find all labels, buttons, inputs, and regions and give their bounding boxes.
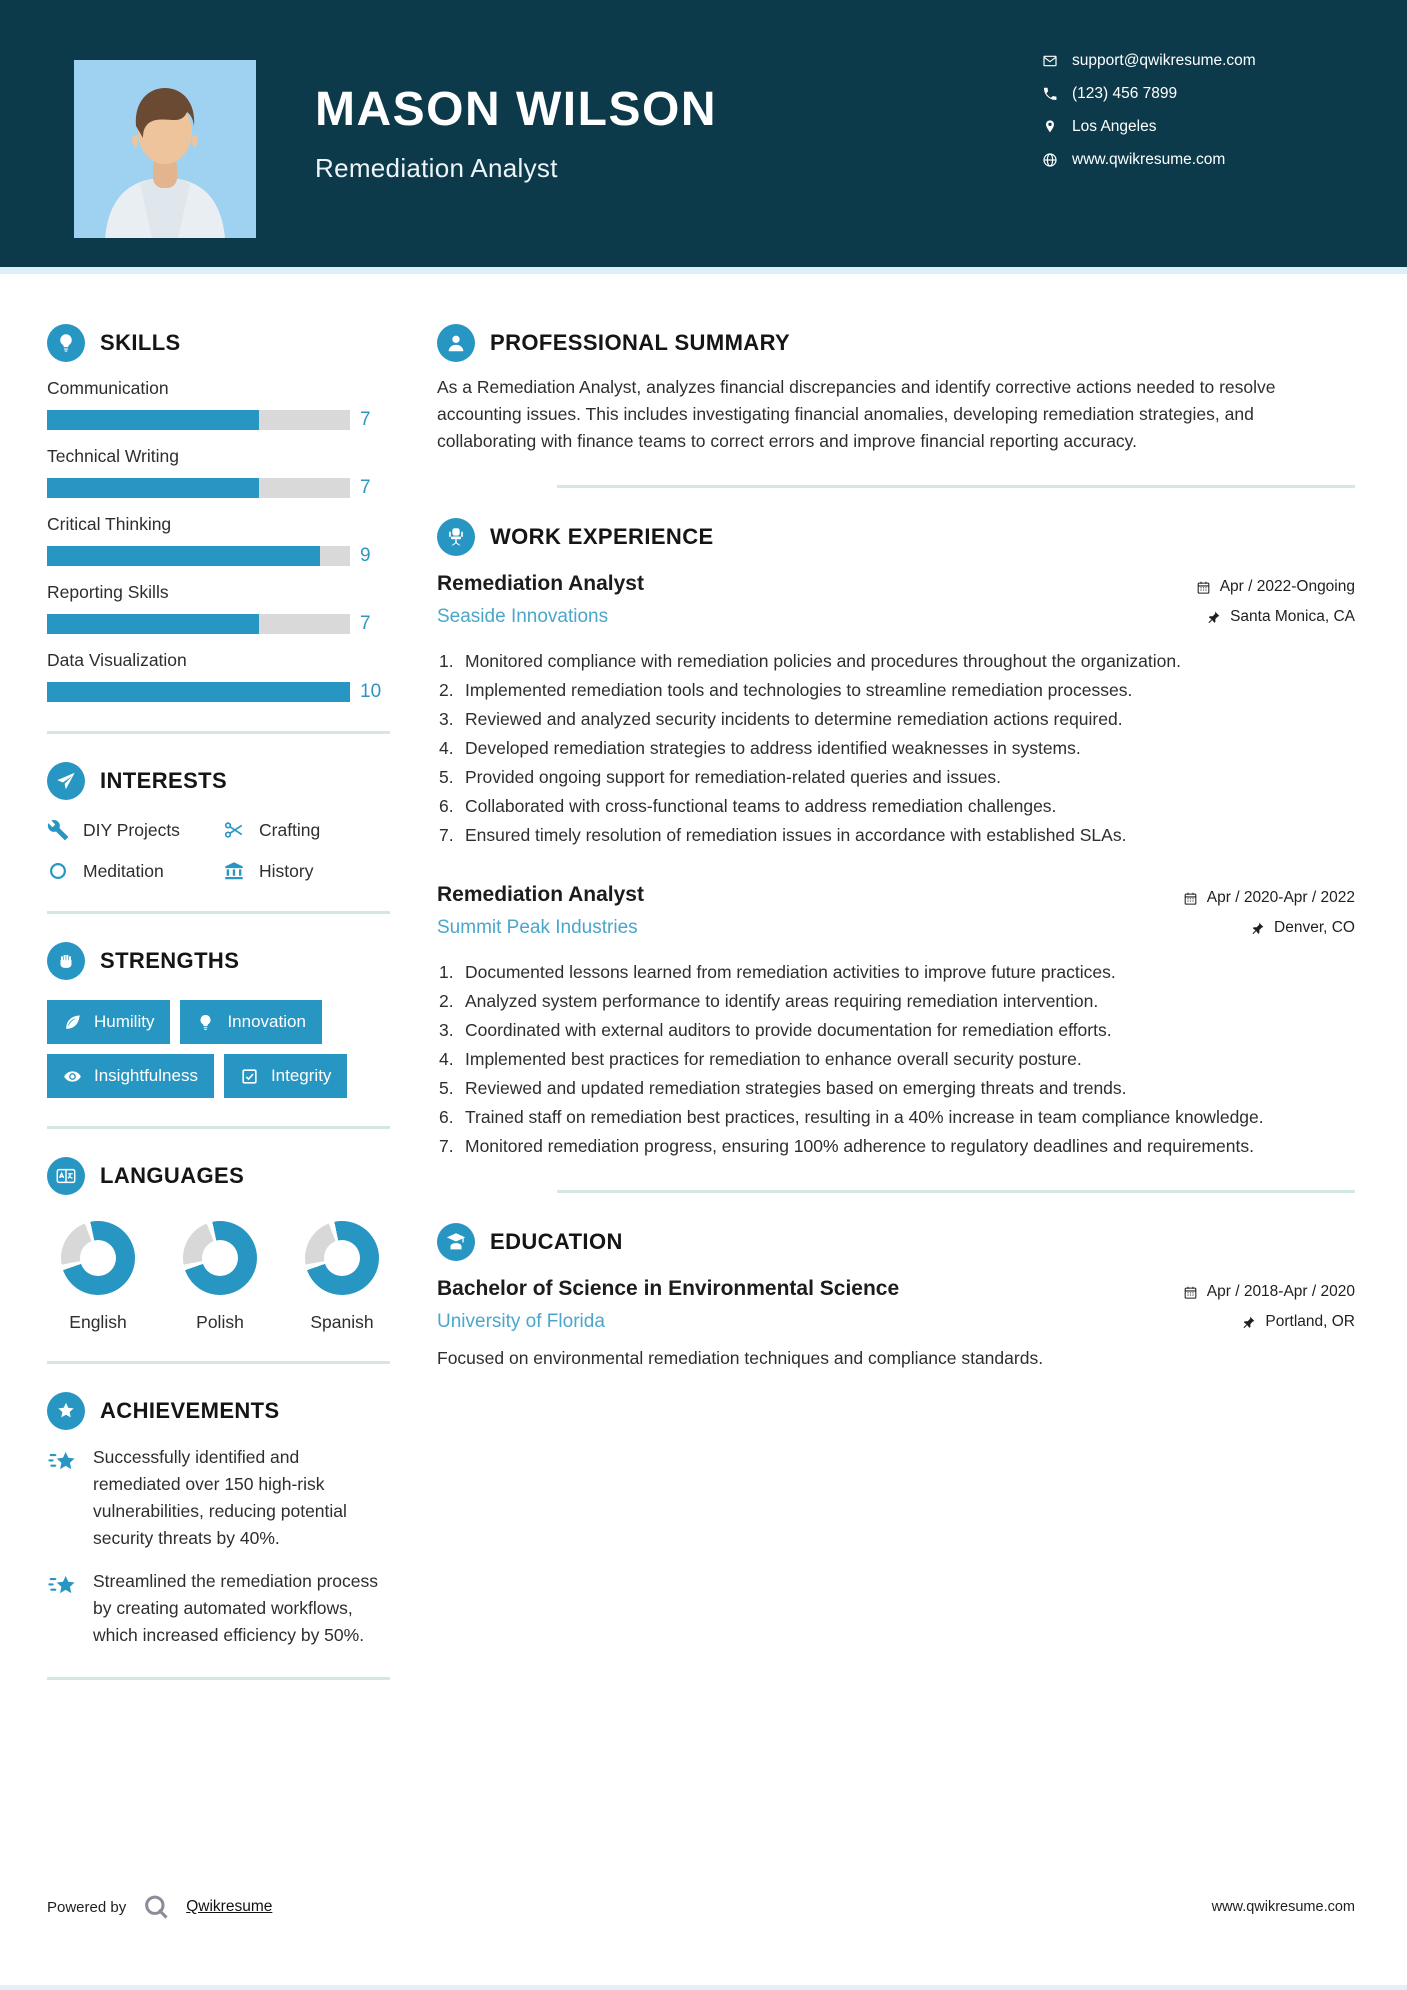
interest-item — [47, 818, 223, 842]
summary-section-head — [437, 324, 1355, 362]
skill-value: 10 — [360, 681, 382, 702]
education-location: Portland, OR — [1265, 1313, 1355, 1330]
skill-bar-fill — [47, 682, 350, 702]
museum-icon — [223, 859, 247, 883]
calendar-icon — [1196, 579, 1212, 595]
divider — [47, 911, 390, 914]
footer-website: www.qwikresume.com — [1211, 1899, 1355, 1915]
job-title: Remediation Analyst — [437, 572, 644, 595]
interests-section-head — [47, 762, 390, 800]
job-bullet: Implemented best practices for remediation to enhance overall security posture. — [465, 1049, 1082, 1069]
chair-icon — [437, 518, 475, 556]
language-donut-chart — [61, 1221, 135, 1295]
interest-label: Meditation — [83, 860, 164, 881]
strengths-title: STRENGTHS — [100, 948, 240, 973]
powered-by-label: Powered by — [47, 1898, 127, 1916]
interest-item — [223, 818, 390, 842]
jobs-list — [437, 572, 1355, 1160]
achievements-list — [47, 1444, 390, 1649]
skill-label: Reporting Skills — [47, 582, 169, 602]
pin-icon — [1042, 118, 1060, 136]
skills-title: SKILLS — [100, 330, 181, 355]
divider — [557, 485, 1355, 488]
language-item — [183, 1221, 257, 1333]
job-location: Santa Monica, CA — [1230, 608, 1355, 625]
divider — [47, 1361, 390, 1364]
skill-bar-track — [47, 614, 350, 634]
strength-badge — [47, 1054, 214, 1098]
strength-label: Insightfulness — [94, 1066, 198, 1085]
language-label: Polish — [196, 1312, 244, 1332]
profile-photo — [74, 60, 256, 238]
job-bullet: Collaborated with cross-functional teams to address remediation challenges. — [465, 796, 1057, 816]
brand-link[interactable]: Qwikresume — [186, 1898, 273, 1915]
contact-text: support@qwikresume.com — [1072, 51, 1256, 69]
language-label: Spanish — [310, 1312, 374, 1332]
job-bullet: Developed remediation strategies to address identified weaknesses in systems. — [465, 738, 1081, 758]
globe-icon — [1042, 151, 1060, 169]
skill-item — [47, 582, 390, 635]
skill-bar-track — [47, 546, 350, 566]
content — [0, 274, 1407, 1708]
star-icon — [47, 1392, 85, 1430]
pushpin-icon — [1241, 1314, 1257, 1330]
header — [0, 0, 1407, 274]
wrench-icon — [47, 818, 71, 842]
strengths-section-head — [47, 942, 390, 980]
degree-title: Bachelor of Science in Environmental Science — [437, 1277, 900, 1300]
job-bullet: Reviewed and updated remediation strategies based on emerging threats and trends. — [465, 1078, 1127, 1098]
language-donut-chart — [305, 1221, 379, 1295]
strength-badge — [224, 1054, 347, 1098]
strengths-list — [47, 1000, 390, 1098]
job-entry — [437, 883, 1355, 1160]
skill-item — [47, 378, 390, 431]
achievements-title: ACHIEVEMENTS — [100, 1398, 280, 1423]
bulb-icon — [47, 324, 85, 362]
achievements-section-head — [47, 1392, 390, 1430]
skill-label: Technical Writing — [47, 446, 179, 466]
graduate-icon — [437, 1223, 475, 1261]
skill-bar-fill — [47, 614, 259, 634]
skill-bar-track — [47, 410, 350, 430]
leaf-icon — [63, 1012, 83, 1032]
interest-label: DIY Projects — [83, 819, 180, 840]
skill-value: 7 — [360, 477, 371, 498]
paper-plane-icon — [47, 762, 85, 800]
interest-label: Crafting — [259, 819, 321, 840]
interests-list — [47, 818, 390, 883]
skills-list — [47, 378, 390, 703]
main-column — [437, 324, 1355, 1708]
job-bullet: Monitored remediation progress, ensuring 100% adherence to regulatory deadlines and requirements. — [465, 1136, 1254, 1156]
envelope-icon — [1042, 52, 1060, 70]
interests-title: INTERESTS — [100, 768, 228, 793]
job-bullet: Documented lessons learned from remediation activities to improve future practices. — [465, 962, 1116, 982]
job-bullet: Implemented remediation tools and technologies to streamline remediation processes. — [465, 680, 1133, 700]
languages-section-head — [47, 1157, 390, 1195]
job-entry — [437, 572, 1355, 849]
job-date: Apr / 2020-Apr / 2022 — [1206, 889, 1355, 906]
skill-label: Data Visualization — [47, 650, 187, 670]
shooting-star-icon — [47, 1568, 83, 1649]
company-name: Seaside Innovations — [437, 606, 609, 627]
footer — [47, 1892, 1355, 1922]
language-donut-chart — [183, 1221, 257, 1295]
bulb-icon — [196, 1012, 216, 1032]
job-title: Remediation Analyst — [437, 883, 644, 906]
pushpin-icon — [1206, 609, 1222, 625]
scissors-icon — [223, 818, 247, 842]
experience-title: WORK EXPERIENCE — [490, 524, 714, 549]
education-entry — [437, 1277, 1355, 1372]
contact-row — [1042, 77, 1256, 110]
job-bullet: Monitored compliance with remediation policies and procedures throughout the organization. — [465, 651, 1181, 671]
contact-list — [1042, 44, 1256, 176]
job-bullet: Provided ongoing support for remediation-related queries and issues. — [465, 767, 1002, 787]
interest-item — [47, 859, 223, 883]
skill-value: 7 — [360, 409, 371, 430]
strength-label: Humility — [94, 1012, 155, 1031]
job-location: Denver, CO — [1274, 919, 1355, 936]
contact-text: www.qwikresume.com — [1072, 150, 1226, 168]
person-name: MASON WILSON — [315, 83, 717, 136]
language-item — [61, 1221, 135, 1333]
job-date: Apr / 2022-Ongoing — [1219, 578, 1355, 595]
skills-section-head — [47, 324, 390, 362]
interest-item — [223, 859, 390, 883]
sidebar — [47, 324, 390, 1708]
skill-label: Communication — [47, 378, 169, 398]
shooting-star-icon — [47, 1444, 83, 1552]
interest-label: History — [259, 860, 314, 881]
divider — [557, 1190, 1355, 1193]
job-bullet: Coordinated with external auditors to provide documentation for remediation efforts. — [465, 1020, 1112, 1040]
skill-value: 9 — [360, 545, 371, 566]
job-bullets — [437, 959, 1355, 1160]
pushpin-icon — [1250, 920, 1266, 936]
eye-icon — [63, 1066, 83, 1086]
job-bullets — [437, 648, 1355, 849]
profile-photo-illustration — [74, 60, 256, 238]
summary-text: As a Remediation Analyst, analyzes financial discrepancies and identify corrective actions needed to resolve accounting issues. This includes investigating financial anomalies, developing remediation strategies, and collaborating with finance teams to correct errors and improve financial reporting accuracy. — [437, 377, 1276, 451]
education-date: Apr / 2018-Apr / 2020 — [1206, 1283, 1355, 1300]
achievement-item — [47, 1568, 390, 1649]
job-bullet: Analyzed system performance to identify areas requiring remediation intervention. — [465, 991, 1099, 1011]
education-description: Focused on environmental remediation techniques and compliance standards. — [437, 1348, 1044, 1368]
summary-title: PROFESSIONAL SUMMARY — [490, 330, 791, 355]
job-bullet: Ensured timely resolution of remediation issues in accordance with established SLAs. — [465, 825, 1127, 845]
achievement-item — [47, 1444, 390, 1552]
language-label: English — [69, 1312, 127, 1332]
school-name: University of Florida — [437, 1311, 605, 1332]
fist-icon — [47, 942, 85, 980]
strength-label: Integrity — [270, 1066, 332, 1085]
calendar-icon — [1183, 890, 1199, 906]
skill-bar-track — [47, 682, 350, 702]
skill-label: Critical Thinking — [47, 514, 172, 534]
person-icon — [437, 324, 475, 362]
strength-badge — [47, 1000, 170, 1044]
skill-bar-fill — [47, 546, 320, 566]
divider — [47, 731, 390, 734]
languages-title: LANGUAGES — [100, 1163, 245, 1188]
phone-icon — [1042, 85, 1060, 103]
check-square-icon — [240, 1066, 260, 1086]
strength-label: Innovation — [227, 1012, 306, 1031]
education-title: EDUCATION — [490, 1229, 623, 1254]
language-item — [305, 1221, 379, 1333]
contact-text: Los Angeles — [1072, 117, 1157, 135]
divider — [47, 1126, 390, 1129]
achievement-text: Streamlined the remediation process by creating automated workflows, which increased efficiency by 50%. — [93, 1571, 379, 1645]
languages-list — [47, 1221, 390, 1333]
skill-bar-fill — [47, 410, 259, 430]
contact-row — [1042, 110, 1256, 143]
company-name: Summit Peak Industries — [437, 917, 638, 938]
circle-icon — [47, 859, 71, 883]
education-section-head — [437, 1223, 1355, 1261]
calendar-icon — [1183, 1284, 1199, 1300]
strength-badge — [180, 1000, 321, 1044]
translate-icon — [47, 1157, 85, 1195]
achievement-text: Successfully identified and remediated over 150 high-risk vulnerabilities, reducing potential security threats by 40%. — [93, 1447, 347, 1548]
skill-bar-track — [47, 478, 350, 498]
skill-item — [47, 446, 390, 499]
job-bullet: Reviewed and analyzed security incidents to determine remediation actions required. — [465, 709, 1123, 729]
skill-item — [47, 514, 390, 567]
skill-item — [47, 650, 390, 703]
contact-row — [1042, 44, 1256, 77]
q-logo — [142, 1892, 172, 1922]
contact-text: (123) 456 7899 — [1072, 84, 1178, 102]
skill-bar-fill — [47, 478, 259, 498]
experience-section-head — [437, 518, 1355, 556]
job-bullet: Trained staff on remediation best practices, resulting in a 40% increase in team compliance knowledge. — [465, 1107, 1264, 1127]
person-title: Remediation Analyst — [315, 153, 558, 183]
divider — [47, 1677, 390, 1680]
contact-row — [1042, 143, 1256, 176]
skill-value: 7 — [360, 613, 371, 634]
